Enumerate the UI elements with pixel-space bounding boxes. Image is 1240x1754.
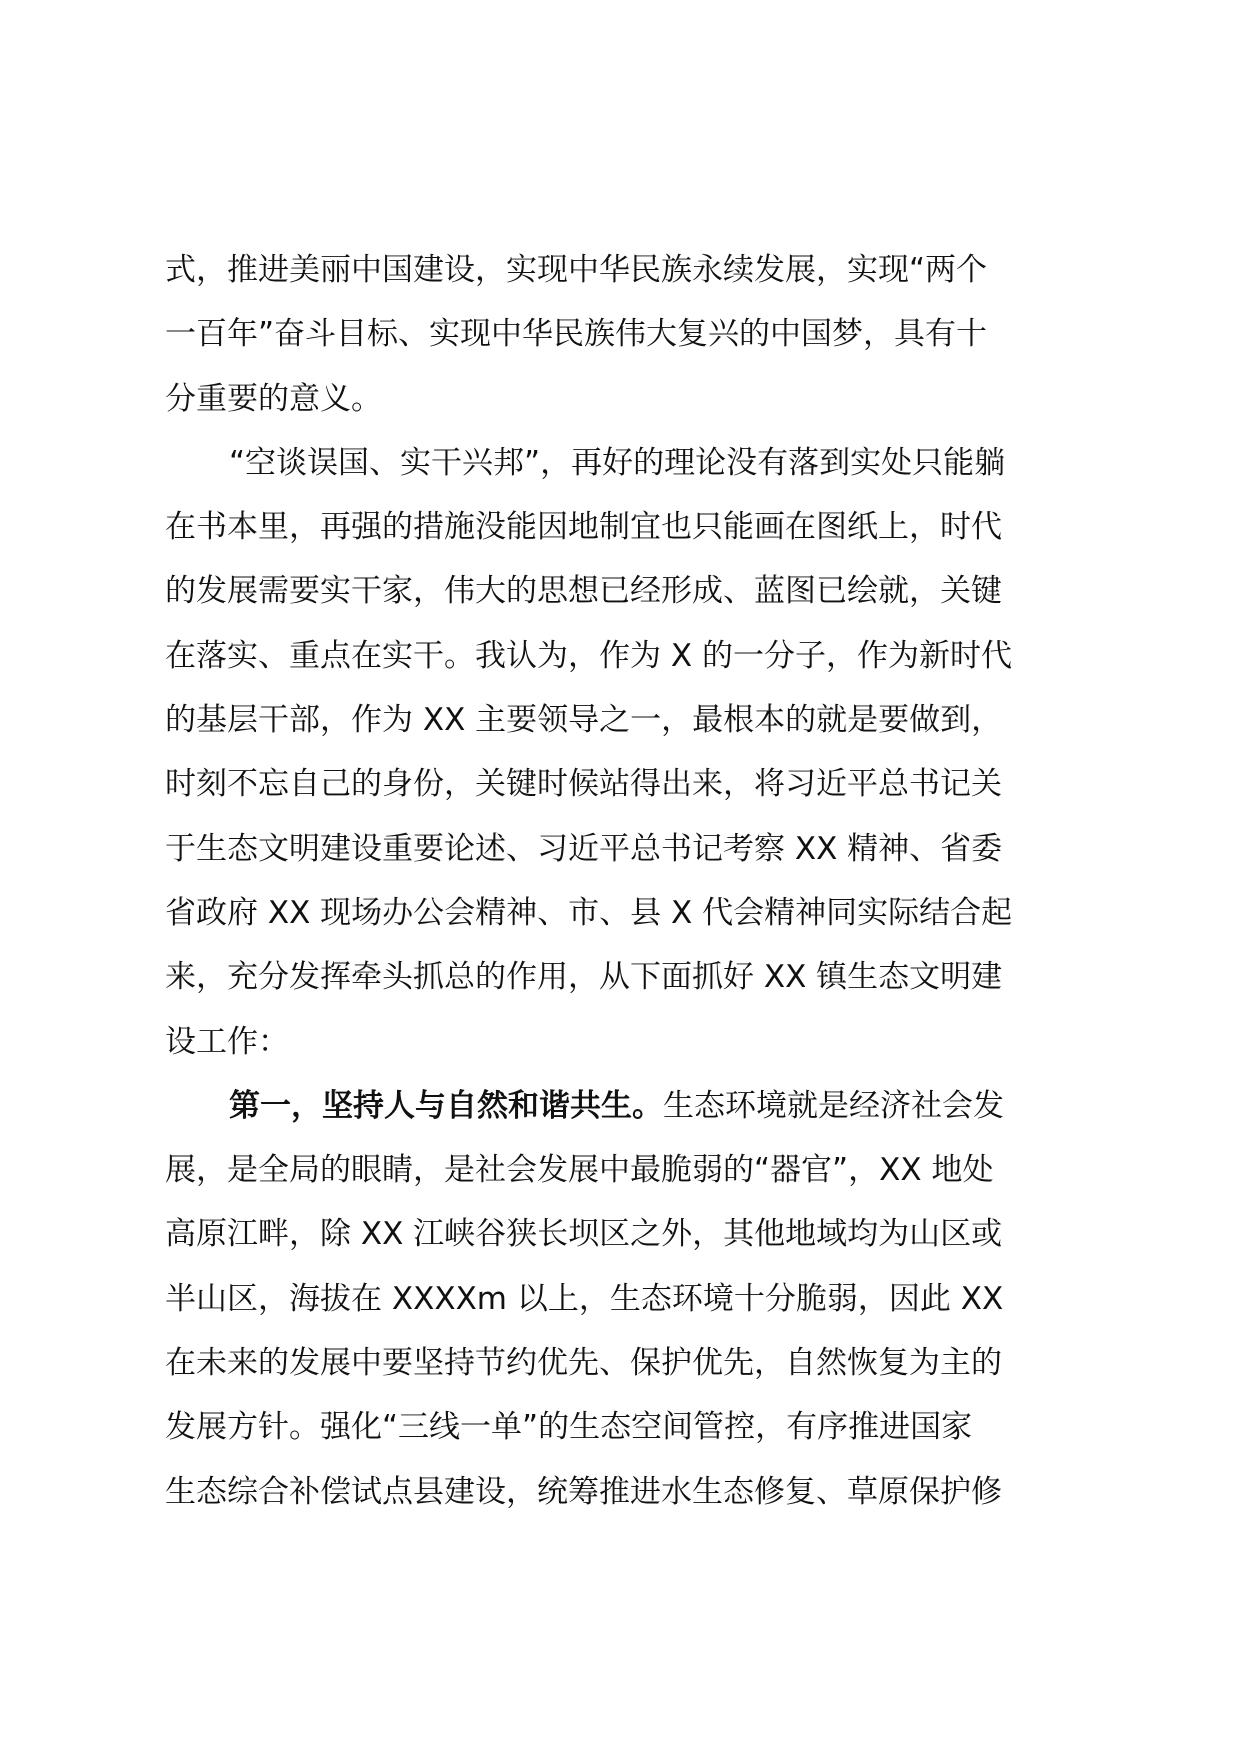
text-line: 在落实、重点在实干。我认为，作为 X 的一分子，作为新时代: [165, 637, 1012, 674]
text-line: 于生态文明建设重要论述、习近平总书记考察 XX 精神、省委: [165, 830, 1003, 867]
text-line: 半山区，海拔在 XXXXm 以上，生态环境十分脆弱，因此 XX: [165, 1280, 1004, 1317]
text-line: 来，充分发挥牵头抓总的作用，从下面抓好 XX 镇生态文明建: [165, 959, 1003, 996]
text-line: 一百年”奋斗目标、实现中华民族伟大复兴的中国梦，具有十: [165, 316, 988, 353]
text-line: 的基层干部，作为 XX 主要领导之一，最根本的就是要做到，: [165, 702, 1003, 739]
text-line: 发展方针。强化“三线一单”的生态空间管控，有序推进国家: [165, 1409, 973, 1446]
text-run: 生态环境就是经济社会发: [663, 1087, 1004, 1124]
text-line: 的发展需要实干家，伟大的思想已经形成、蓝图已绘就，关键: [165, 573, 1002, 610]
text-line: 式，推进美丽中国建设，实现中华民族永续发展，实现“两个: [165, 252, 988, 288]
text-line: 高原江畔，除 XX 江峡谷狭长坝区之外，其他地域均为山区或: [165, 1216, 1003, 1253]
text-line: 在未来的发展中要坚持节约优先、保护优先，自然恢复为主的: [165, 1345, 1002, 1382]
section-heading: 第一，坚持人与自然和谐共生。: [229, 1087, 663, 1124]
paragraph-first-line: [165, 1074, 1085, 1138]
text-line: 设工作：: [165, 1023, 289, 1060]
body-text: [165, 238, 1085, 1524]
paragraph-first-line: “空谈误国、实干兴邦”，再好的理论没有落到实处只能躺: [229, 444, 1006, 481]
text-line: 在书本里，再强的措施没能因地制宜也只能画在图纸上，时代: [165, 509, 1002, 546]
text-line: 展，是全局的眼睛，是社会发展中最脆弱的“器官”，XX 地处: [165, 1152, 994, 1189]
text-line: 生态综合补偿试点县建设，统筹推进水生态修复、草原保护修: [165, 1473, 1002, 1510]
text-line: 分重要的意义。: [165, 380, 382, 417]
text-line: 省政府 XX 现场办公会精神、市、县 X 代会精神同实际结合起: [165, 894, 1013, 931]
text-line: 时刻不忘自己的身份，关键时候站得出来，将习近平总书记关: [165, 766, 1002, 803]
